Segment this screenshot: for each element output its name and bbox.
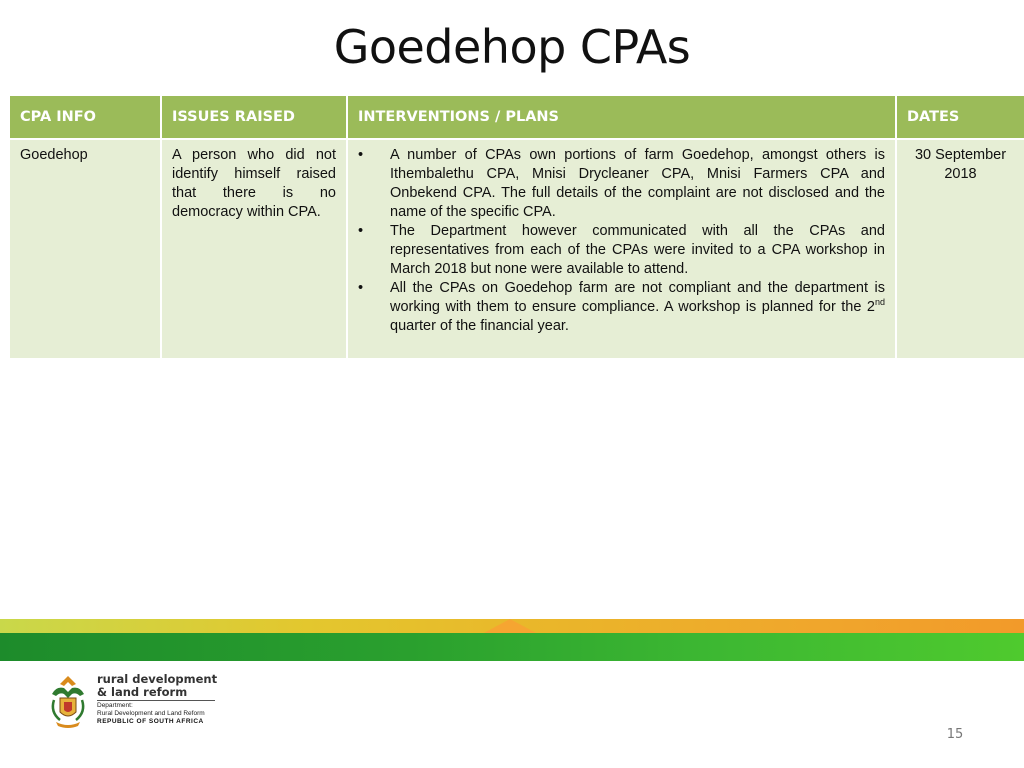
- logo-line-1: rural development: [97, 672, 218, 686]
- bullet-icon: •: [358, 223, 364, 239]
- dept-label: Department:: [97, 702, 133, 709]
- plans-list: [358, 146, 885, 336]
- cell-interventions: [347, 139, 896, 359]
- plan-item: [358, 146, 885, 222]
- logo-line-2: & land reform: [97, 685, 188, 699]
- plan-item: [358, 222, 885, 279]
- coat-of-arms-icon: [46, 672, 90, 732]
- header-interventions-plans: INTERVENTIONS / PLANS: [347, 95, 896, 139]
- country-name: REPUBLIC OF SOUTH AFRICA: [97, 718, 204, 725]
- table-header-row: [9, 95, 1024, 139]
- plan-text: The Department however communicated with all the CPAs and representatives from each of the CPAs were invited to a CPA workshop in March 2018 but none were available to attend.: [390, 223, 885, 277]
- plan-text: [390, 280, 885, 334]
- bullet-icon: •: [358, 147, 364, 163]
- plan-item: [358, 279, 885, 336]
- slide-title: Goedehop CPAs: [333, 20, 691, 74]
- plan-text: A number of CPAs own portions of farm Goedehop, amongst others is Ithembalethu CPA, Mnisi Drycleaner CPA, Mnisi Farmers CPA and Onbekend CPA. The full details of the complaint are not disclosed and the name of the specific CPA.: [390, 147, 885, 220]
- table-row: [9, 139, 1024, 359]
- ordinal-suffix: nd: [874, 297, 885, 308]
- header-issues-raised: ISSUES RAISED: [161, 95, 347, 139]
- plan-text-part: All the CPAs on Goedehop farm are not compliant and the department is working with them to ensure compliance. A workshop is planned for the 2: [390, 280, 885, 315]
- department-logo: [46, 672, 226, 734]
- logo-divider: [97, 700, 215, 701]
- cell-date: 30 September 2018: [896, 139, 1024, 359]
- cpa-table: [8, 94, 1024, 360]
- cell-issues-raised: A person who did not identify himself raised that there is no democracy within CPA.: [161, 139, 347, 359]
- header-cpa-info: CPA INFO: [9, 95, 161, 139]
- plan-text-part: quarter of the financial year.: [390, 318, 569, 334]
- cell-cpa-info: Goedehop: [9, 139, 161, 359]
- dept-name: Rural Development and Land Reform: [97, 710, 205, 717]
- bullet-icon: •: [358, 280, 364, 296]
- header-dates: DATES: [896, 95, 1024, 139]
- page-number: 15: [946, 727, 964, 742]
- footer-band-green: [0, 633, 1024, 661]
